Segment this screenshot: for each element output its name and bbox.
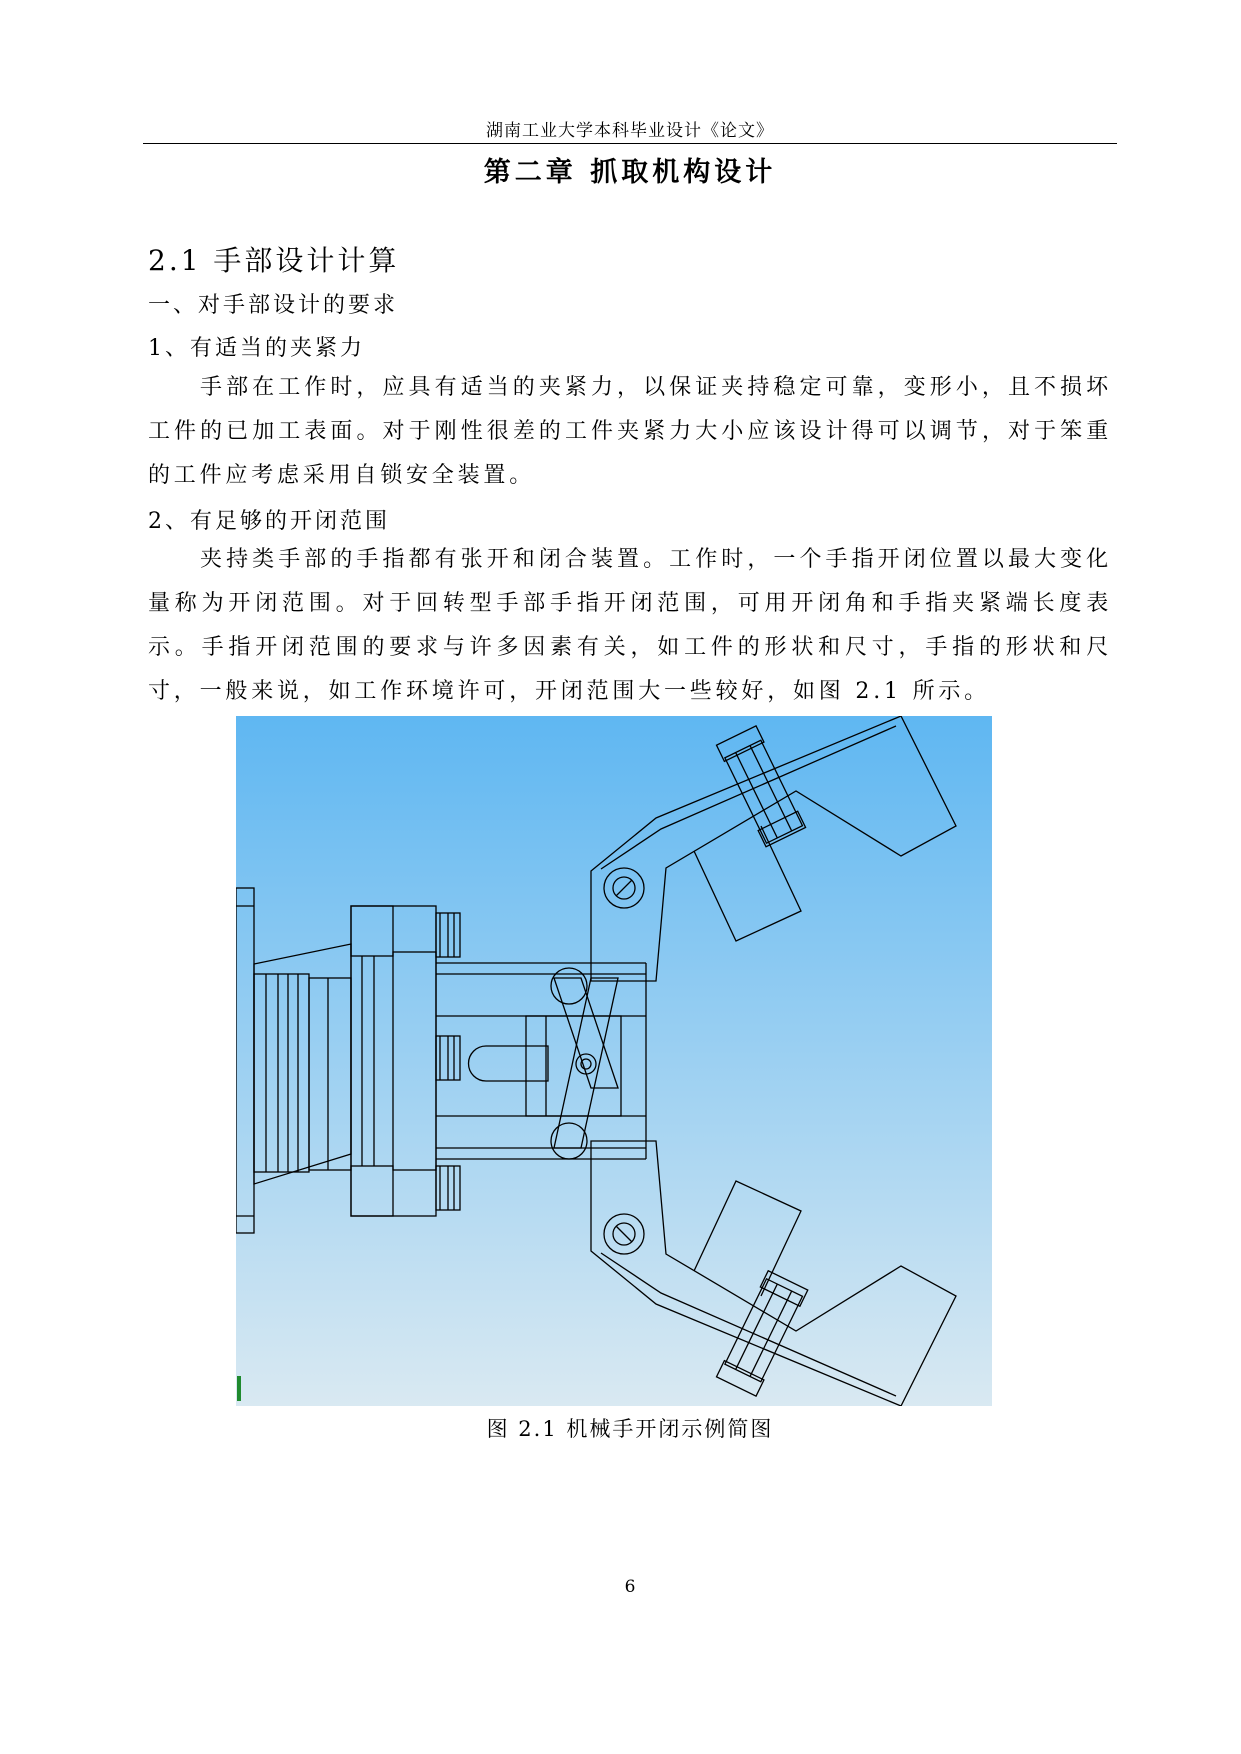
section-heading: 2.1 手部设计计算: [148, 244, 400, 277]
chapter-title: 第二章 抓取机构设计: [483, 157, 777, 188]
item-2-paragraph: 夹持类手部的手指都有张开和闭合装置。工作时，一个手指开闭位置以最大变化量称为开闭范围。对于回转型手部手指开闭范围，可用开闭角和手指夹紧端长度表示。手指开闭范围的要求与许多因素有关，如工件的形状和尺寸，手指的形状和尺寸，一般来说，如工作环境许可，开闭范围大一些较好，如图 2.1 所示。: [148, 547, 1112, 704]
item-2-title: 2、有足够的开闭范围: [148, 509, 390, 534]
header-rule: [143, 143, 1117, 144]
axis-marker: [237, 1376, 241, 1401]
subsection-heading: 一、对手部设计的要求: [148, 293, 399, 318]
running-header: 湖南工业大学本科毕业设计《论文》: [486, 121, 774, 141]
gripper-drawing: [236, 716, 992, 1406]
figure-background: [236, 716, 992, 1406]
figure-caption: 图 2.1 机械手开闭示例简图: [486, 1417, 774, 1441]
page-number: 6: [624, 1577, 636, 1597]
gripper-figure: [236, 716, 992, 1406]
item-1-paragraph: 手部在工作时，应具有适当的夹紧力，以保证夹持稳定可靠，变形小，且不损坏工件的已加工表面。对于刚性很差的工件夹紧力大小应该设计得可以调节，对于笨重的工件应考虑采用自锁安全装置。: [148, 375, 1112, 488]
item-1-title: 1、有适当的夹紧力: [148, 336, 365, 361]
